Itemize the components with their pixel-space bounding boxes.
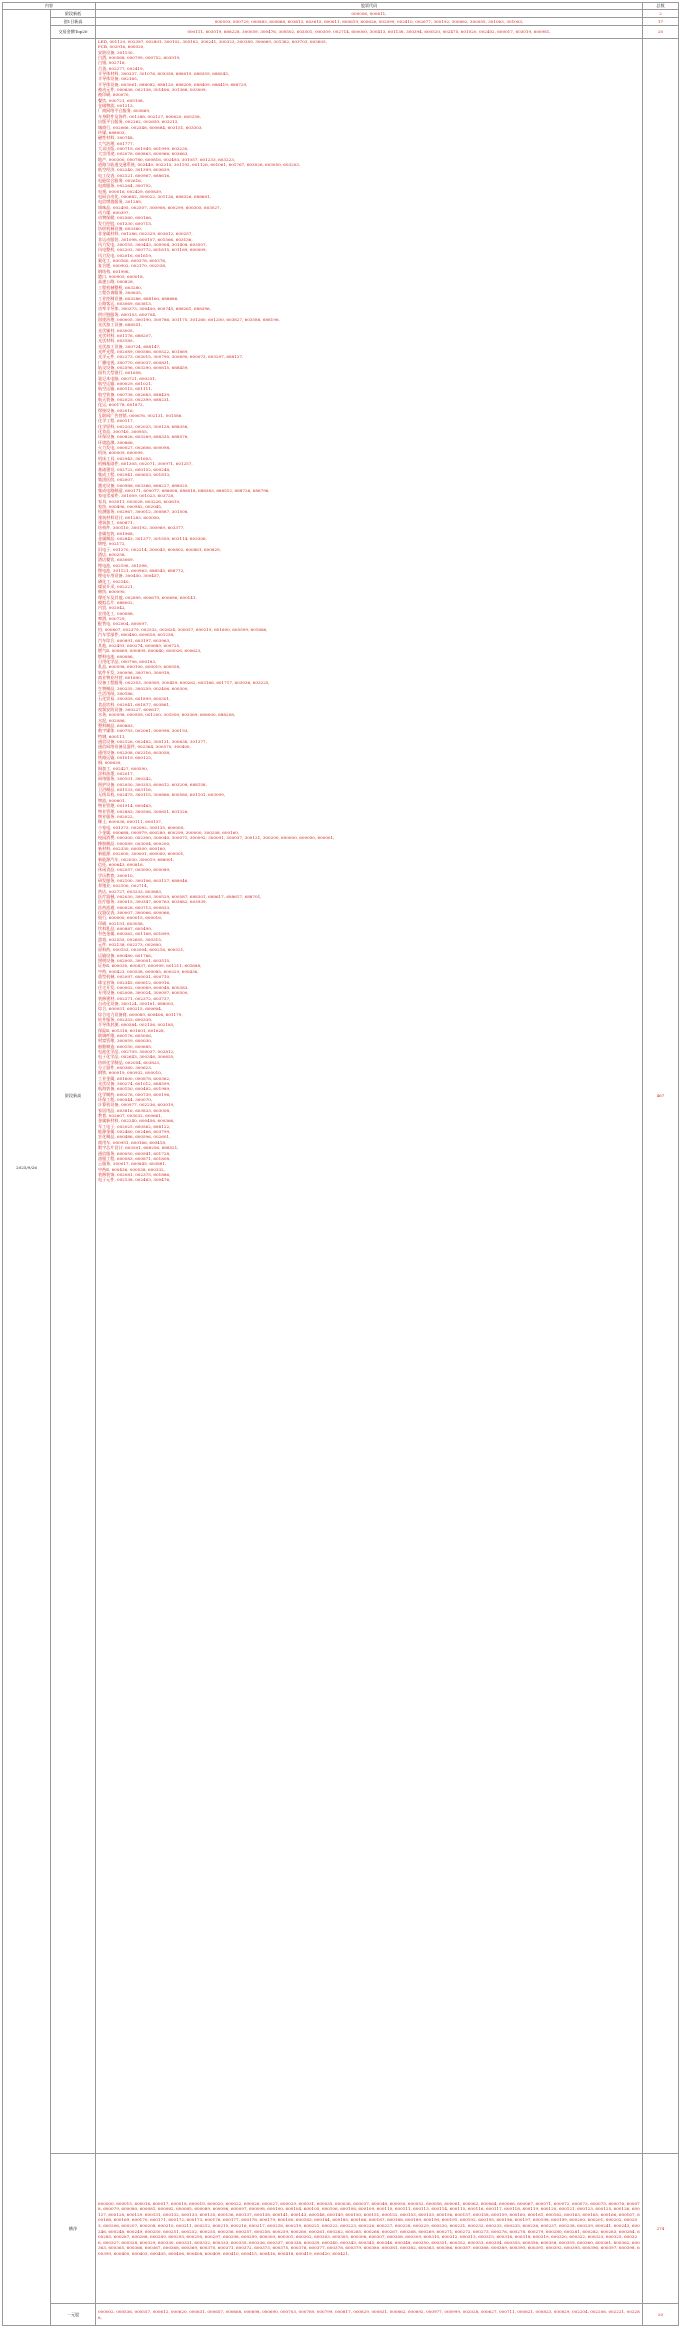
industry-line: 广播电视, 300770, 600037, 600831,: [98, 359, 171, 365]
industry-line: 饮料乳品, 600887, 605499,: [98, 926, 153, 932]
industry-line: 机床工具, 002943, 301603,: [98, 455, 153, 461]
industry-line: 工程咨询服务, 300635,: [98, 290, 143, 296]
date-cell: 2025/9/26: [3, 10, 51, 2326]
industry-line: 非运动服装, 301098, 600107, 601566, 603136,: [98, 236, 193, 242]
industry-line: 医药流通, 000028, 600713, 600833,: [98, 904, 171, 910]
industry-line: 塑料制品, 600883,: [98, 723, 134, 728]
header-codes: 股票代码: [96, 3, 643, 10]
industry-line: 机场, 600009, 600099,: [98, 450, 144, 456]
industry-line: 元件, 002138, 002273, 002600,: [98, 942, 163, 948]
industry-line: 食品饮料, 002041, 601877, 603861,: [98, 701, 171, 707]
stock-summary-table: [2, 2, 679, 2326]
industry-line: 出版平台服务, 002262, 002659, 603213,: [98, 119, 179, 125]
industry-line: 锂电池, 002196, 301598,: [98, 562, 149, 568]
industry-line: 光伏材料, 603185,: [98, 338, 134, 344]
row-kind: 交易金额Top20: [51, 26, 96, 39]
industry-line: 固废治理, 000005, 300190, 300786, 301175, 301260, 601200, 603827, 603588, 688196,: [98, 316, 280, 322]
industry-line: 围护设备, 002050, 300353, 600612, 603208, 688158,: [98, 781, 207, 787]
industry-line: 钢结构, 601996,: [98, 268, 130, 274]
row-codes: 000056, 000611,: [96, 10, 643, 18]
industry-line: 农用化工, 000088,: [98, 610, 134, 616]
table-row: [3, 10, 679, 18]
header-total: 总数: [643, 3, 679, 10]
industry-line: 地产, 000300, 000780, 600816, 002493, 301057, 601233, 603223,: [98, 156, 236, 162]
row-codes: 000593, 000729, 000883, 600668, 603613, 603615, 600611, 600619, 600626, 002099, 002410, 002677, 300192, 300882, 300055, 301063, 301003,: [96, 18, 643, 26]
industry-line: 原料药, 000153, 002004, 600216, 600521,: [98, 947, 185, 953]
industry-line: 化妆品, 300740, 300955,: [98, 429, 149, 435]
industry-line: 动力煤, 600397,: [98, 210, 130, 215]
industry-line: 商用车, 000951, 600166, 600418,: [98, 1139, 167, 1145]
industry-line: 银行, 600000, 600015, 600016,: [98, 915, 163, 921]
industry-line: 调味品, 002495, 002507, 300908, 600299, 600305, 603027,: [98, 204, 221, 210]
industry-line: 内贸, 002042,: [98, 605, 126, 611]
industry-line: 照明设备, 002005, 300001, 603515,: [98, 958, 171, 964]
industry-line: 数字芯片设计, 603501, 688256, 688521,: [98, 1145, 179, 1151]
industry-line: 汽车零部件, 600480, 600618, 601258,: [98, 632, 175, 638]
industry-line: 化学制药, 600276, 000739, 600196,: [98, 1091, 171, 1097]
row-total: 17: [643, 18, 679, 26]
industry-line: 仪器仪表, 300007, 300066, 600066,: [98, 910, 171, 916]
industry-line: 财富管理, 300059, 600030,: [98, 1038, 153, 1044]
industry-line: 燃料电池, 600086,: [98, 653, 134, 659]
industry-line: 钻井服务, 002353, 600339,: [98, 1016, 153, 1022]
industry-line: 笔记本电脑, 000721, 600251,: [98, 375, 157, 381]
industry-line: 建筑加工, 600871,: [98, 519, 134, 525]
industry-line: 油服工程, 600583, 600871, 601808,: [98, 1155, 171, 1161]
industry-line: 磁性材料, 300748,: [98, 135, 134, 141]
industry-line: 仓储物流, 001213,: [98, 103, 134, 109]
industry-line: 分立器件, 600360, 300623,: [98, 1065, 153, 1070]
industry-line: 锂电池, 301121, 600963, 688545, 688772,: [98, 568, 185, 574]
industry-line: 航空运输, 600029, 601021,: [98, 381, 153, 386]
industry-line: 光学元件, 002273, 003015, 300790, 300690, 600073, 603297, 688127,: [98, 354, 244, 360]
industry-line: 网络服务, 300101, 300242,: [98, 776, 153, 782]
industry-line: 白银, 002716,: [98, 60, 126, 66]
industry-line: 光伏辅材, 603005,: [98, 327, 134, 333]
industry-line: 物业管理, 001914, 600463,: [98, 803, 153, 809]
industry-line: 集团医院, 002007,: [98, 477, 134, 483]
industry-line: 轨交设备, 002596, 003290, 600815, 688459,: [98, 364, 189, 370]
industry-line: 数字媒体, 000793, 002061, 000998, 300193,: [98, 728, 189, 734]
industry-line: 电信增值服务, 301289,: [98, 199, 143, 205]
industry-line: 大气治理, 601777,: [98, 140, 134, 146]
industry-line: 被印刷, 600070,: [98, 92, 130, 98]
industry-line: 啤酒, 000729,: [98, 616, 126, 622]
industry-line: 视频安防设备, 300227, 600617,: [98, 706, 161, 712]
industry-line: 医疗器械, 002030, 300003, 300529, 600587, 688301, 688617, 688617, 688701,: [98, 894, 262, 899]
industry-line: 橡胶制品, 000589, 003004, 600200,: [98, 840, 171, 846]
industry-line: 被动元件, 000636, 002138, 301406, 301366, 003009,: [98, 87, 207, 93]
industry-line: 工业金属, 601600, 000878, 600362,: [98, 1075, 171, 1081]
industry-line: 能源金属, 002460, 002466, 603799,: [98, 1129, 171, 1135]
industry-line: 旧电子, 001270, 002214, 300045, 600802, 600861, 600829,: [98, 546, 221, 552]
table-row: [3, 26, 679, 39]
industry-line: 珠宝首饰, 002345, 600612, 600916,: [98, 979, 171, 985]
industry-line: 集成工程, 002941, 600653, 601813,: [98, 471, 171, 477]
row-codes: 600000, 600015, 600016, 600017, 600018, 600019, 600020, 600022, 600026, 600027, 600029, 600031, 600035, 600036, 600037, 600048, 600050, 600052, 600056, 600061, 600062, 600064, 600066, 600067, 600071, 600072, 600073, 600075, 600076, 600078, 600079, 600080, 600081, 600082, 600085, 600089, 600096, 600097, 600098, 600100, 600104, 600105, 600106, 600108, 600109, 600110, 600111, 600113, 600114, 600115, 600116, 600117, 600118, 600119, 600120, 600121, 600123, 600125, 600126, 600127, 600128, 600129, 600131, 600132, 600133, 600135, 600136, 600137, 600138, 600141, 600143, 600148, 600149, 600150, 600151, 600152, 600153, 600155, 600156, 600157, 600158, 600159, 600160, 600161, 600162, 600163, 600165, 600166, 600167, 600168, 600169, 600170, 600171, 600172, 600173, 600176, 600177, 600178, 600179, 600180, 600183, 600184, 600185, 600186, 600187, 600188, 600189, 600190, 600191, 600192, 600195, 600196, 600197, 600198, 600199, 600200, 600201, 600202, 600203, 600206, 600207, 600208, 600210, 600211, 600212, 600215, 600216, 600217, 600218, 600219, 600221, 600222, 600223, 600226, 600227, 600228, 600229, 600230, 600231, 600232, 600233, 600235, 600236, 600237, 600238, 600239, 600241, 600243, 600246, 600248, 600249, 600250, 600251, 600252, 600255, 600256, 600257, 600258, 600259, 600260, 600261, 600262, 600265, 600266, 600267, 600268, 600269, 600271, 600272, 600273, 600276, 600278, 600279, 600280, 600281, 600282, 600283, 600284, 600285, 600287, 600288, 600289, 600293, 600295, 600297, 600298, 600299, 600300, 600301, 600302, 600303, 600305, 600306, 600307, 600308, 600309, 600310, 600312, 600313, 600315, 600316, 600318, 600319, 600320, 600322, 600323, 600325, 600326, 600327, 600328, 600329, 600330, 600331, 600332, 600333, 600335, 600336, 600337, 600338, 600339, 600340, 600343, 600345, 600346, 600348, 600350, 600351, 600352, 600353, 600354, 600355, 600356, 600358, 600359, 600360, 600361, 600362, 600363, 600365, 600366, 600367, 600368, 600369, 600370, 600371, 600372, 600373, 600375, 600376, 600377, 600378, 600379, 600380, 600381, 600382, 600383, 600386, 600387, 600388, 600389, 600390, 600391, 600392, 600395, 600396, 600397, 600398, 600399, 600400, 600403, 600405, 600406, 600408, 600409, 600410, 600415, 600416, 600418, 600419, 600420, 600421,: [96, 2154, 643, 2304]
industry-line: 半导体设备, 603061, 688082, 688120, 688200, 688409, 688419, 688729,: [98, 81, 248, 87]
industry-line: 装修装饰, 002081, 002375, 601886,: [98, 1171, 171, 1177]
industry-line: 机械基础件, 601305, 002071, 300971, 601257,: [98, 461, 193, 467]
industry-line: 生物制品, 300255, 300259, 002406, 600300,: [98, 685, 189, 691]
industry-line: 工业控制设备, 603286, 688160, 688686,: [98, 295, 179, 301]
industry-line: 电网自动化, 000682, 300022, 301126, 688326, 688681,: [98, 193, 211, 199]
industry-line: 新材料, 002330, 600500, 600160,: [98, 845, 167, 851]
industry-line: 配售电, 002004, 600097,: [98, 621, 149, 627]
industry-line: 云服务, 300017, 600845, 603881,: [98, 1161, 167, 1167]
industry-line: 煤炭开采, 002221,: [98, 584, 134, 590]
row-total: 467: [643, 39, 679, 2154]
industry-line: 小家电, 001373, 002082, 300135, 600000,: [98, 824, 185, 830]
industry-line: 电子元件, 002138, 002463, 300476,: [98, 1177, 171, 1183]
industry-line: 玻璃纤维, 600176, 605006,: [98, 1032, 153, 1038]
industry-line: 环境监测, 300866,: [98, 439, 134, 445]
industry-line: 游戏, 002555, 002605, 300315,: [98, 936, 163, 942]
industry-line: 设备工程服务, 002353, 300909, 300459, 600262, 603166, 601717, 603036, 603225,: [98, 680, 270, 686]
industry-line: 动物保健, 002560, 600166,: [98, 215, 153, 221]
industry-line: 光伏设备, 300274, 601012, 688599,: [98, 1081, 171, 1087]
industry-line: 教育, 002607, 003032, 600661,: [98, 1113, 163, 1119]
industry-line: 金属包装, 601968,: [98, 530, 134, 536]
industry-line: 国有大型银行, 601658,: [98, 370, 143, 376]
row-kind: 阶段新低: [51, 10, 96, 18]
industry-line: 餐饮, 000721, 605108,: [98, 97, 144, 103]
industry-line: 集成电路制造, 600171, 600077, 688008, 688018, 688383, 688512, 688726, 688796,: [98, 487, 270, 493]
table-header-row: [3, 3, 679, 10]
industry-line: 家纺, 000496, 000982, 002045,: [98, 503, 163, 509]
industry-line: 复合肥, 000902, 002170, 002538,: [98, 263, 167, 269]
industry-line: 酒店, 600258,: [98, 552, 126, 557]
industry-line: 摩托车及其他, 002895, 600679, 600696, 600141,: [98, 594, 197, 600]
industry-line: 金属新材料, 002240, 600456, 600366,: [98, 1118, 175, 1124]
industry-line: 电子化学品, 002643, 300346, 300655,: [98, 1054, 175, 1060]
industry-line: 棉纺, 600090,: [98, 589, 126, 595]
industry-line: 水泥, 002086,: [98, 717, 126, 723]
row-total: 274: [643, 2154, 679, 2304]
industry-line: 风力发电, 300155, 300443, 300904, 301408, 603507,: [98, 242, 207, 248]
industry-line: 证券Ⅱ, 600030, 600837, 600999, 601211, 601688,: [98, 963, 202, 969]
industry-line: 软件开发, 300096, 300700, 300918,: [98, 669, 171, 675]
industry-line: 厂商网络平台服务, 603869,: [98, 108, 151, 114]
industry-line: 模拟芯片, 688002,: [98, 600, 134, 606]
industry-line: 氟化工, 600160, 600378, 605376,: [98, 258, 167, 264]
industry-line: 半导体设备, 002165,: [98, 76, 138, 82]
industry-line: 电池化学品, 002709, 300037, 002812,: [98, 1048, 175, 1054]
industry-line: 光伏加工设备, 688551,: [98, 322, 143, 328]
industry-line: 金属制品, 002843, 301377, 301559, 603114, 603306,: [98, 535, 207, 541]
industry-line: 特钢, 600111,: [98, 733, 126, 739]
industry-line: 航海装备, 600150, 600482, 601989,: [98, 1086, 171, 1092]
industry-line: 新能源汽车, 002030, 300019, 688001,: [98, 856, 175, 862]
industry-line: 道路与轨道交通系统, 002440, 002215, 301192, 601126, 601061, 601767, 603026, 603050, 603203,: [98, 161, 301, 167]
industry-line: 军工电子, 002025, 600562, 688122,: [98, 1123, 171, 1129]
industry-line: 电工仪表, 002121, 600967, 688616,: [98, 172, 171, 178]
industry-line: 物业服务, 002022,: [98, 813, 134, 819]
row-kind: 一元股: [51, 2304, 96, 2326]
industry-line: 焊接设备, 002016,: [98, 407, 134, 413]
industry-line: 通用设备, 002308, 002316, 603058,: [98, 749, 171, 755]
industry-line: 火力发电, 000027, 002606, 600098,: [98, 445, 171, 451]
row-codes: 000002, 000536, 000557, 000612, 000620, 000631, 000657, 000668, 000698, 000690, 000703, 000769, 000799, 000817, 000829, 000831, 000862, 000892, 000977, 000999, 002028, 000627, 000711, 000821, 000823, 000829, 002204, 002206, 002221, 002286,: [96, 2304, 643, 2326]
industry-line: 锂电专用设备, 300450, 300457,: [98, 573, 161, 579]
industry-line: 供应链服务, 600153, 600704,: [98, 311, 157, 317]
industry-line: 百货, 002277, 002419,: [98, 65, 144, 71]
industry-line: 纺织化学制品, 002054, 603823,: [98, 1059, 161, 1065]
industry-line: 车身附件及饰件, 001288, 002127, 600620, 605258,: [98, 113, 201, 119]
industry-line: 白酒, 000568, 000799, 000752, 603919,: [98, 55, 181, 61]
industry-line: 磷化工, 002140,: [98, 578, 130, 584]
industry-line: 中药Ⅱ, 600436, 000538, 600332,: [98, 1166, 165, 1172]
industry-line: 无线耳机, 002475, 300115, 300866, 600580, 601101, 603099,: [98, 792, 226, 798]
industry-line: 稀土, 600036, 600111, 600137,: [98, 819, 163, 825]
table-row: [3, 39, 679, 2154]
row-total: 20: [643, 26, 679, 39]
industry-line: 保险Ⅱ, 601318, 601601, 601628,: [98, 1027, 165, 1033]
industry-line: 光伏加工设备, 300724, 688147,: [98, 343, 161, 349]
industry-line: 电商服务, 002264, 300792,: [98, 183, 153, 189]
industry-line: 船舶制造, 600150, 600685,: [98, 1043, 153, 1049]
industry-line: 研发服务, 002100, 300106, 603127, 688046,: [98, 877, 189, 883]
industry-line: 低空经济, 002240, 301399, 603639,: [98, 167, 171, 173]
industry-line: 日用化学品, 000796, 600183,: [98, 658, 157, 664]
industry-line: 基础建设, 002722, 600152, 600248,: [98, 466, 171, 472]
industry-line: 港口, 000905, 600018,: [98, 274, 144, 280]
industry-line: 安防设备, 301130,: [98, 49, 134, 55]
industry-line: 钢铁, 600019, 000932, 600010,: [98, 1070, 163, 1076]
industry-line: 装修建材, 002271, 002372, 603737,: [98, 995, 171, 1001]
industry-line: 家具, 003011, 003028, 603226, 603610,: [98, 498, 181, 504]
industry-line: 铜加工, 002427, 600590,: [98, 765, 149, 771]
row-total: 20: [643, 2304, 679, 2326]
table-row: [3, 2154, 679, 2304]
industry-line: 高速公路, 000828,: [98, 279, 134, 285]
industry-line: 有色金属, 600362, 601168, 601899,: [98, 931, 171, 937]
industry-line: 大宗用途, 002076, 600863, 600966, 603663,: [98, 151, 189, 157]
row-total: 2: [643, 10, 679, 18]
industry-line: 化学工程, 600117,: [98, 418, 134, 424]
industry-line: 公路客运, 603069, 603813,: [98, 300, 153, 306]
row-codes: 000111, 603019, 688228, 300059, 300476, 300502, 603501, 000309, 002714, 600000, 300413, 601138, 300394, 600520, 002475, 601020, 002402, 600017, 603019, 600981,: [96, 26, 643, 39]
industry-line: 石化贸易, 300309, 601899, 600301,: [98, 696, 171, 702]
industry-line: 光纤光缆, 002089, 000586, 600522, 601869,: [98, 348, 189, 354]
industry-line: 物业管理, 002883, 300506, 300651, 601326,: [98, 808, 189, 814]
row-kind: 创1日新高: [51, 18, 96, 26]
industry-line: 建筑材料设计, 601283, 603050,: [98, 514, 161, 520]
industry-line: 药店, 002727, 603233, 603883,: [98, 888, 163, 894]
industry-line: 工程机械整机, 603280,: [98, 284, 143, 290]
industry-line: 传媒, 688003,: [98, 129, 126, 135]
industry-line: 综合电力设备商, 600089, 600406, 601179,: [98, 1011, 183, 1017]
industry-line: 化运, 600178, 601872,: [98, 402, 144, 408]
industry-line: 自动化设备, 300124, 300161, 688003,: [98, 1000, 175, 1006]
industry-line: 中药, 000423, 000538, 600085, 600329, 600436,: [98, 968, 199, 974]
industry-line: 学历教育, 300010,: [98, 872, 134, 878]
industry-line: PCB, 002916, 600020,: [98, 44, 145, 50]
industry-line: 水务, 000598, 000959, 001200, 301500, 603369, 608000, 688208,: [98, 712, 236, 718]
industry-line: 乳品, 600598, 600100, 600019, 600558,: [98, 664, 181, 670]
industry-line: 发行控股, 001330, 600715,: [98, 220, 153, 226]
industry-line: 涂料油墨, 002017,: [98, 771, 134, 777]
industry-line: 激光设备, 000988, 603366, 688227, 688025,: [98, 482, 189, 488]
industry-line: 铁路运输, 001019, 600125,: [98, 755, 153, 761]
header-content: 内容: [3, 3, 96, 10]
industry-line: 家居用品, 603816, 603833, 603008,: [98, 1107, 171, 1113]
industry-line: 农化制品, 600486, 600596, 002601,: [98, 1134, 171, 1140]
industry-line: 印刷, 002191, 603058,: [98, 920, 144, 926]
industry-line: 新能源, 002000, 300001, 600000, 600001,: [98, 851, 185, 857]
industry-line: 住宅开发, 000002, 000069, 600048, 600383,: [98, 984, 189, 990]
industry-line: 风电整机, 002202, 300772, 601615, 601169, 600009,: [98, 247, 207, 253]
industry-line: 风力发电, 002016, 601619,: [98, 252, 153, 258]
industry-line: 纺织机械设备, 603360,: [98, 226, 143, 232]
industry-line: 化学原料, 002203, 002033, 300128, 688356,: [98, 423, 189, 429]
industry-line: 环保工程, 000544, 300070,: [98, 1097, 153, 1103]
industry-line: 通信设备, 002126, 002482, 300131, 300636, 301377,: [98, 739, 207, 745]
industry-line: 休闲食品, 002557, 003000, 605089,: [98, 867, 171, 873]
industry-line: 运输设备, 600480, 601766,: [98, 952, 153, 958]
industry-line: 航天装备, 002025, 002399, 688231,: [98, 397, 171, 403]
row-kind: 横净: [51, 2154, 96, 2304]
industry-line: 计算机设备, 000977, 002236, 603019,: [98, 1102, 175, 1108]
row-kind: 阶段新高: [51, 39, 96, 2154]
table-row: [3, 18, 679, 26]
industry-line: 重型机械, 002097, 600031, 600710,: [98, 974, 171, 980]
industry-line: 城商行, 002066, 002548, 600884, 603151, 603303,: [98, 124, 203, 130]
industry-line: 电能综合服务, 002616,: [98, 177, 143, 183]
industry-line: 检测服务, 002967, 300012, 300887, 301508,: [98, 509, 189, 515]
industry-line: 校园消费, 000300, 002300, 300040, 300071, 300092, 300091, 300037, 300121, 300200, 600000, 600050, 600001,: [98, 835, 335, 841]
industry-line: 养殖业, 002100, 002714,: [98, 883, 149, 889]
industry-line: 生活用纸, 300186,: [98, 690, 134, 696]
industry-line: 其他, 002493, 600274, 600689, 600725,: [98, 642, 181, 648]
industry-line: 通信服务, 600050, 600941, 601728,: [98, 1150, 171, 1156]
industry-line: 结构件, 300110, 300192, 300969, 603377,: [98, 525, 185, 531]
industry-line: 信托, 600643, 600816,: [98, 861, 144, 867]
industry-line: 医疗服务, 300015, 300347, 600763, 603882, 603939,: [98, 899, 207, 905]
industry-line: 半导体材料, 300337, 301076, 605358, 688019, 688359, 688545,: [98, 71, 230, 77]
industry-line: 商业物业经营, 601890,: [98, 674, 143, 680]
industry-line: LED, 001120, 002387, 002801, 300102, 300162, 300241, 300323, 300389, 300669, 301362, 603703, 603605,: [98, 39, 327, 44]
industry-line: 互联网广告营销, 000676, 002131, 001586,: [98, 413, 183, 419]
industry-line: 锦纶, 002172,: [98, 541, 126, 547]
industry-line: 航空装备, 000738, 002683, 688439,: [98, 391, 171, 397]
industry-line: 半导体封测, 600584, 002156, 002185,: [98, 1022, 175, 1028]
table-row: [3, 2304, 679, 2326]
industry-line: 综合, 600051, 600215, 600604,: [98, 1006, 163, 1012]
industry-line: 物流, 000601,: [98, 797, 126, 803]
industry-line: 环保设备, 000826, 603269, 688335, 688576,: [98, 434, 189, 440]
row-codes-list: [96, 39, 643, 2154]
industry-line: 酒店餐饮, 603069,: [98, 557, 134, 563]
industry-line: 专用设备, 002008, 300024, 300097, 600500,: [98, 990, 189, 996]
industry-line: 铅, 000807, 002379, 002532, 002824, 300057, 600219, 601600, 605599, 601686,: [98, 626, 268, 632]
industry-line: 航空运输, 600115, 601111,: [98, 386, 153, 392]
industry-line: 铜, 000630,: [98, 760, 122, 766]
industry-line: 功率半导体, 300373, 300400, 600745, 688261, 688396,: [98, 306, 211, 312]
industry-line: 卫浴制品, 601133, 603116,: [98, 787, 153, 793]
industry-line: 大众出版, 000719, 601949, 601999, 603230,: [98, 145, 189, 151]
industry-line: 汽车综合, 600891, 603197, 603963,: [98, 637, 171, 643]
industry-line: 通信网络设备及器件, 002364, 300570, 300400,: [98, 744, 191, 750]
industry-line: 光伏材料, 601176, 688207,: [98, 332, 153, 338]
industry-line: 非金属材料, 001286, 002329, 603612, 600257,: [98, 231, 193, 237]
industry-line: 小金属, 000688, 000979, 600280, 600299, 300000, 300208, 600160,: [98, 829, 240, 835]
industry-line: 家电零部件, 301009, 001023, 603728,: [98, 493, 175, 499]
industry-line: 电视, 000016, 002429, 600839,: [98, 188, 163, 194]
industry-line: 燃气Ⅱ, 000669, 000899, 600640, 600026, 600623,: [98, 648, 202, 654]
